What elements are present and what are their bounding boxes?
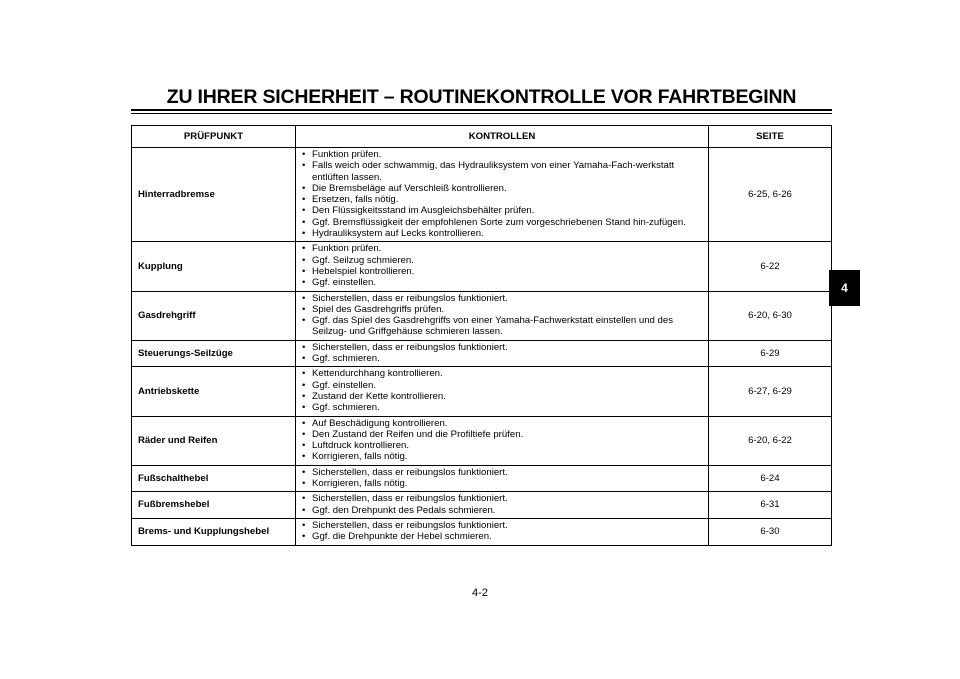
table-body <box>132 148 832 546</box>
check-item: • Ggf. schmieren. <box>300 353 704 364</box>
check-item: • Hebelspiel kontrollieren. <box>300 266 704 277</box>
chapter-tab <box>829 270 860 306</box>
page-number: 4-2 <box>472 587 488 599</box>
table-row <box>132 518 832 545</box>
inspection-table <box>131 125 832 546</box>
table-row <box>132 416 832 465</box>
table-row <box>132 291 832 340</box>
header-seite: SEITE <box>709 126 832 148</box>
row-pruefpunkt: Fußschalthebel <box>132 465 296 492</box>
check-item: • Die Bremsbeläge auf Verschleiß kontrollieren. <box>300 183 704 194</box>
row-kontrollen <box>296 340 709 367</box>
row-kontrollen <box>296 518 709 545</box>
table-row <box>132 340 832 367</box>
row-kontrollen <box>296 465 709 492</box>
check-item: • Sicherstellen, dass er reibungslos funktioniert. <box>300 467 704 478</box>
row-kontrollen <box>296 291 709 340</box>
check-list <box>300 418 704 463</box>
check-item: • Zustand der Kette kontrollieren. <box>300 391 704 402</box>
row-kontrollen <box>296 416 709 465</box>
row-kontrollen <box>296 492 709 519</box>
row-pruefpunkt: Fußbremshebel <box>132 492 296 519</box>
row-seite: 6-27, 6-29 <box>709 367 832 416</box>
check-item: • Ggf. Seilzug schmieren. <box>300 255 704 266</box>
check-list <box>300 243 704 288</box>
check-item: • Funktion prüfen. <box>300 243 704 254</box>
row-pruefpunkt: Räder und Reifen <box>132 416 296 465</box>
check-item: • Spiel des Gasdrehgriffs prüfen. <box>300 304 704 315</box>
check-item: • Sicherstellen, dass er reibungslos funktioniert. <box>300 493 704 504</box>
check-item: • Ggf. einstellen. <box>300 380 704 391</box>
check-item: • Ggf. schmieren. <box>300 402 704 413</box>
row-seite: 6-29 <box>709 340 832 367</box>
row-seite: 6-31 <box>709 492 832 519</box>
row-pruefpunkt: Brems- und Kupplungshebel <box>132 518 296 545</box>
check-item: • Luftdruck kontrollieren. <box>300 440 704 451</box>
row-pruefpunkt: Gasdrehgriff <box>132 291 296 340</box>
check-list <box>300 342 704 365</box>
chapter-tab-label: 4 <box>841 281 848 295</box>
check-item: • Korrigieren, falls nötig. <box>300 451 704 462</box>
row-pruefpunkt: Antriebskette <box>132 367 296 416</box>
row-seite: 6-22 <box>709 242 832 291</box>
page-title: ZU IHRER SICHERHEIT – ROUTINEKONTROLLE VOR FAHRTBEGINN <box>166 86 797 108</box>
check-list <box>300 149 704 239</box>
check-item: • Ggf. Bremsflüssigkeit der empfohlenen Sorte zum vorgeschriebenen Stand hin-zufügen. <box>300 217 704 228</box>
row-kontrollen <box>296 242 709 291</box>
check-item: • Korrigieren, falls nötig. <box>300 478 704 489</box>
row-kontrollen <box>296 367 709 416</box>
check-item: • Funktion prüfen. <box>300 149 704 160</box>
check-item: • Hydrauliksystem auf Lecks kontrollieren. <box>300 228 704 239</box>
check-item: • Den Flüssigkeitsstand im Ausgleichsbehälter prüfen. <box>300 205 704 216</box>
check-item: • Den Zustand der Reifen und die Profiltiefe prüfen. <box>300 429 704 440</box>
check-item: • Ersetzen, falls nötig. <box>300 194 704 205</box>
header-kontrollen: KONTROLLEN <box>296 126 709 148</box>
check-item: • Ggf. die Drehpunkte der Hebel schmieren. <box>300 531 704 542</box>
row-pruefpunkt: Hinterradbremse <box>132 148 296 242</box>
row-seite: 6-24 <box>709 465 832 492</box>
check-item: • Auf Beschädigung kontrollieren. <box>300 418 704 429</box>
table-header-row <box>132 126 832 148</box>
row-pruefpunkt: Kupplung <box>132 242 296 291</box>
check-item: • Sicherstellen, dass er reibungslos funktioniert. <box>300 520 704 531</box>
check-item: • Falls weich oder schwammig, das Hydrauliksystem von einer Yamaha-Fach-werkstatt entlüften lassen. <box>300 160 704 183</box>
table-row <box>132 465 832 492</box>
check-list <box>300 520 704 543</box>
check-item: • Ggf. das Spiel des Gasdrehgriffs von einer Yamaha-Fachwerkstatt einstellen und des Seilzug- und Griffgehäuse schmieren lassen. <box>300 315 704 338</box>
table-row <box>132 242 832 291</box>
row-kontrollen <box>296 148 709 242</box>
row-pruefpunkt: Steuerungs-Seilzüge <box>132 340 296 367</box>
title-rule-thin <box>131 113 832 114</box>
table-row <box>132 148 832 242</box>
row-seite: 6-30 <box>709 518 832 545</box>
check-item: • Ggf. den Drehpunkt des Pedals schmieren. <box>300 505 704 516</box>
check-item: • Ggf. einstellen. <box>300 277 704 288</box>
check-list <box>300 368 704 413</box>
check-list <box>300 493 704 516</box>
check-list <box>300 293 704 338</box>
header-pruefpunkt: PRÜFPUNKT <box>132 126 296 148</box>
row-seite: 6-20, 6-30 <box>709 291 832 340</box>
table-row <box>132 492 832 519</box>
check-list <box>300 467 704 490</box>
row-seite: 6-20, 6-22 <box>709 416 832 465</box>
row-seite: 6-25, 6-26 <box>709 148 832 242</box>
table-row <box>132 367 832 416</box>
check-item: • Sicherstellen, dass er reibungslos funktioniert. <box>300 342 704 353</box>
title-rule-thick <box>131 109 832 111</box>
check-item: • Kettendurchhang kontrollieren. <box>300 368 704 379</box>
check-item: • Sicherstellen, dass er reibungslos funktioniert. <box>300 293 704 304</box>
